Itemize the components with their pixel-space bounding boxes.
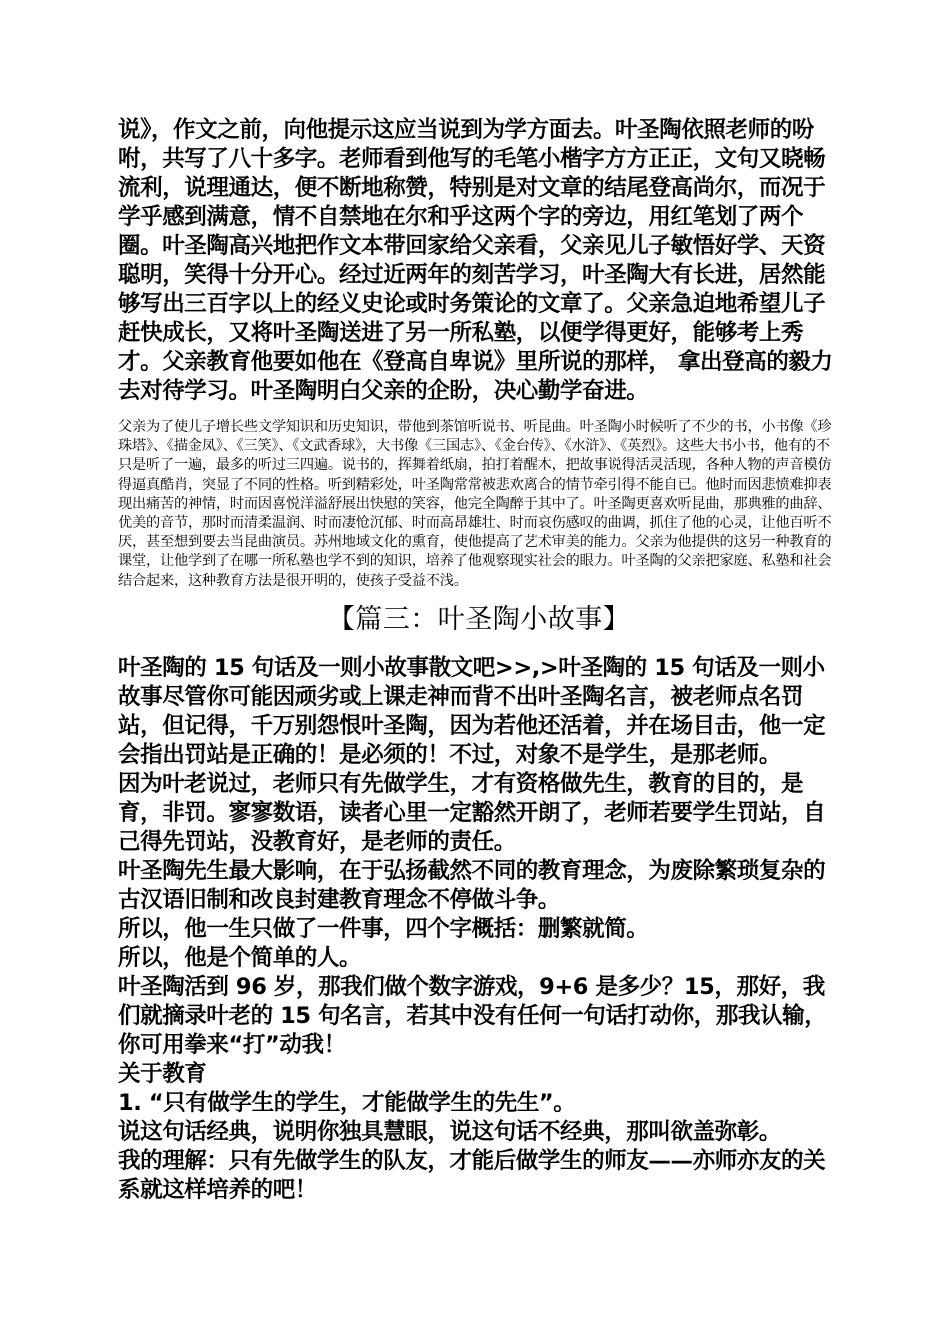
subheading-education: 关于教育 — [118, 1061, 207, 1087]
quote-1: 1. “只有做学生的学生，才能做学生的先生”。 — [118, 1090, 576, 1116]
paragraph-2: 因为叶老说过，老师只有先做学生，才有资格做先生，教育的目的，是育，非罚。寥寥数语，读者心里一定豁然开朗了，老师若要学生罚站，自己得先罚站，没教育好，是老师的责任。 — [118, 771, 826, 855]
paragraph-8: 我的理解：只有先做学生的队友，才能后做学生的师友——亦师亦友的关系就这样培养的吧！ — [118, 1148, 826, 1203]
paragraph-upper-bold — [118, 116, 840, 406]
text-block-1: 说》，作文之前，向他提示这应当说到为学方面去。叶圣陶依照老师的吩咐，共写了八十多字。老师看到他写的毛笔小楷字方方正正，文句又晓畅流利，说理通达，便不断地称赞，特别是对文章的结尾登高尚尔，而况于学乎感到满意，情不自禁地在尔和乎这两个字的旁边，用红笔划了两个圈。叶圣陶高兴地把作文本带回家给父亲看，父亲见儿子敏悟好学、天资聪明，笑得十分开心。经过近两年的刻苦学习，叶圣陶大有长进，居然能够写出三百字以上的经义史论或时务策论的文章了。父亲急迫地希望儿子赶快成长，又将叶圣陶送进了另一所私塾，以便学得更好，能够考上秀才。父亲教育他要如他在《登高自卑说》里所说的那样， 拿出登高的毅力去对待学习。叶圣陶明白父亲的企盼，决心勤学奋进。 — [118, 117, 833, 404]
paragraph-6: 叶圣陶活到 96 岁，那我们做个数字游戏，9+6 是多少？15，那好，我们就摘录叶老的 15 句名言，若其中没有任何一句话打动你，那我认输，你可用拳来“打”动我！ — [118, 974, 827, 1058]
text-block-2: 父亲为了使儿子增长些文学知识和历史知识，带他到茶馆听说书、听昆曲。叶圣陶小时候听了不少的书，小书像《珍珠塔》、《描金凤》、《三笑》、《文武香球》，大书像《三国志》、《金台传》、《水浒》、《英烈》。这些大书小书，他有的不只是听了一遍，最多的听过三四遍。说书的，挥舞着纸扇，拍打着醒木，把故事说得活灵活现，各种人物的声音模仿得逼真酷肖，突显了不同的性格。听到精彩处，叶圣陶常常被悲欢离合的情节牵引得不能自已。他时而因悲愤难抑表现出痛苦的神情，时而因喜悦洋溢舒展出快慰的笑容，他完全陶醉于其中了。叶圣陶更喜欢听昆曲，那典雅的曲辞、优美的音节，那时而清柔温润、时而凄怆沉郁、时而高昂雄壮、时而哀伤感叹的曲调，抓住了他的心灵，让他百听不厌，甚至想到要去当昆曲演员。苏州地域文化的熏育，使他提高了艺术审美的能力。父亲为他提供的这另一种教育的课堂，让他学到了在哪一所私塾也学不到的知识，培养了他观察现实社会的眼力。叶圣陶的父亲把家庭、私塾和社会结合起来，这种教育方法是很开明的，使孩子受益不浅。 — [118, 419, 832, 589]
paragraph-5: 所以，他是个简单的人。 — [118, 945, 362, 971]
paragraph-1: 叶圣陶的 15 句话及一则小故事散文吧>>,>叶圣陶的 15 句话及一则小故事尽管你可能因顽劣或上课走神而背不出叶圣陶名言，被老师点名罚站，但记得，千万别怨恨叶圣陶，因为若他还活着，并在场目击，他一定会指出罚站是正确的！是必须的！不过，对象不是学生，是那老师。 — [118, 655, 826, 768]
paragraph-4: 所以，他一生只做了一件事，四个字概括：删繁就简。 — [118, 916, 649, 942]
paragraph-7: 说这句话经典，说明你独具慧眼，说这句话不经典，那叫欲盖弥彰。 — [118, 1119, 782, 1145]
paragraph-3: 叶圣陶先生最大影响，在于弘扬截然不同的教育理念，为废除繁琐复杂的古汉语旧制和改良封建教育理念不停做斗争。 — [118, 858, 826, 913]
paragraph-lower-bold — [118, 654, 840, 1205]
section-heading: 【篇三：叶圣陶小故事】 — [327, 604, 631, 635]
paragraph-upper-small — [118, 418, 840, 591]
